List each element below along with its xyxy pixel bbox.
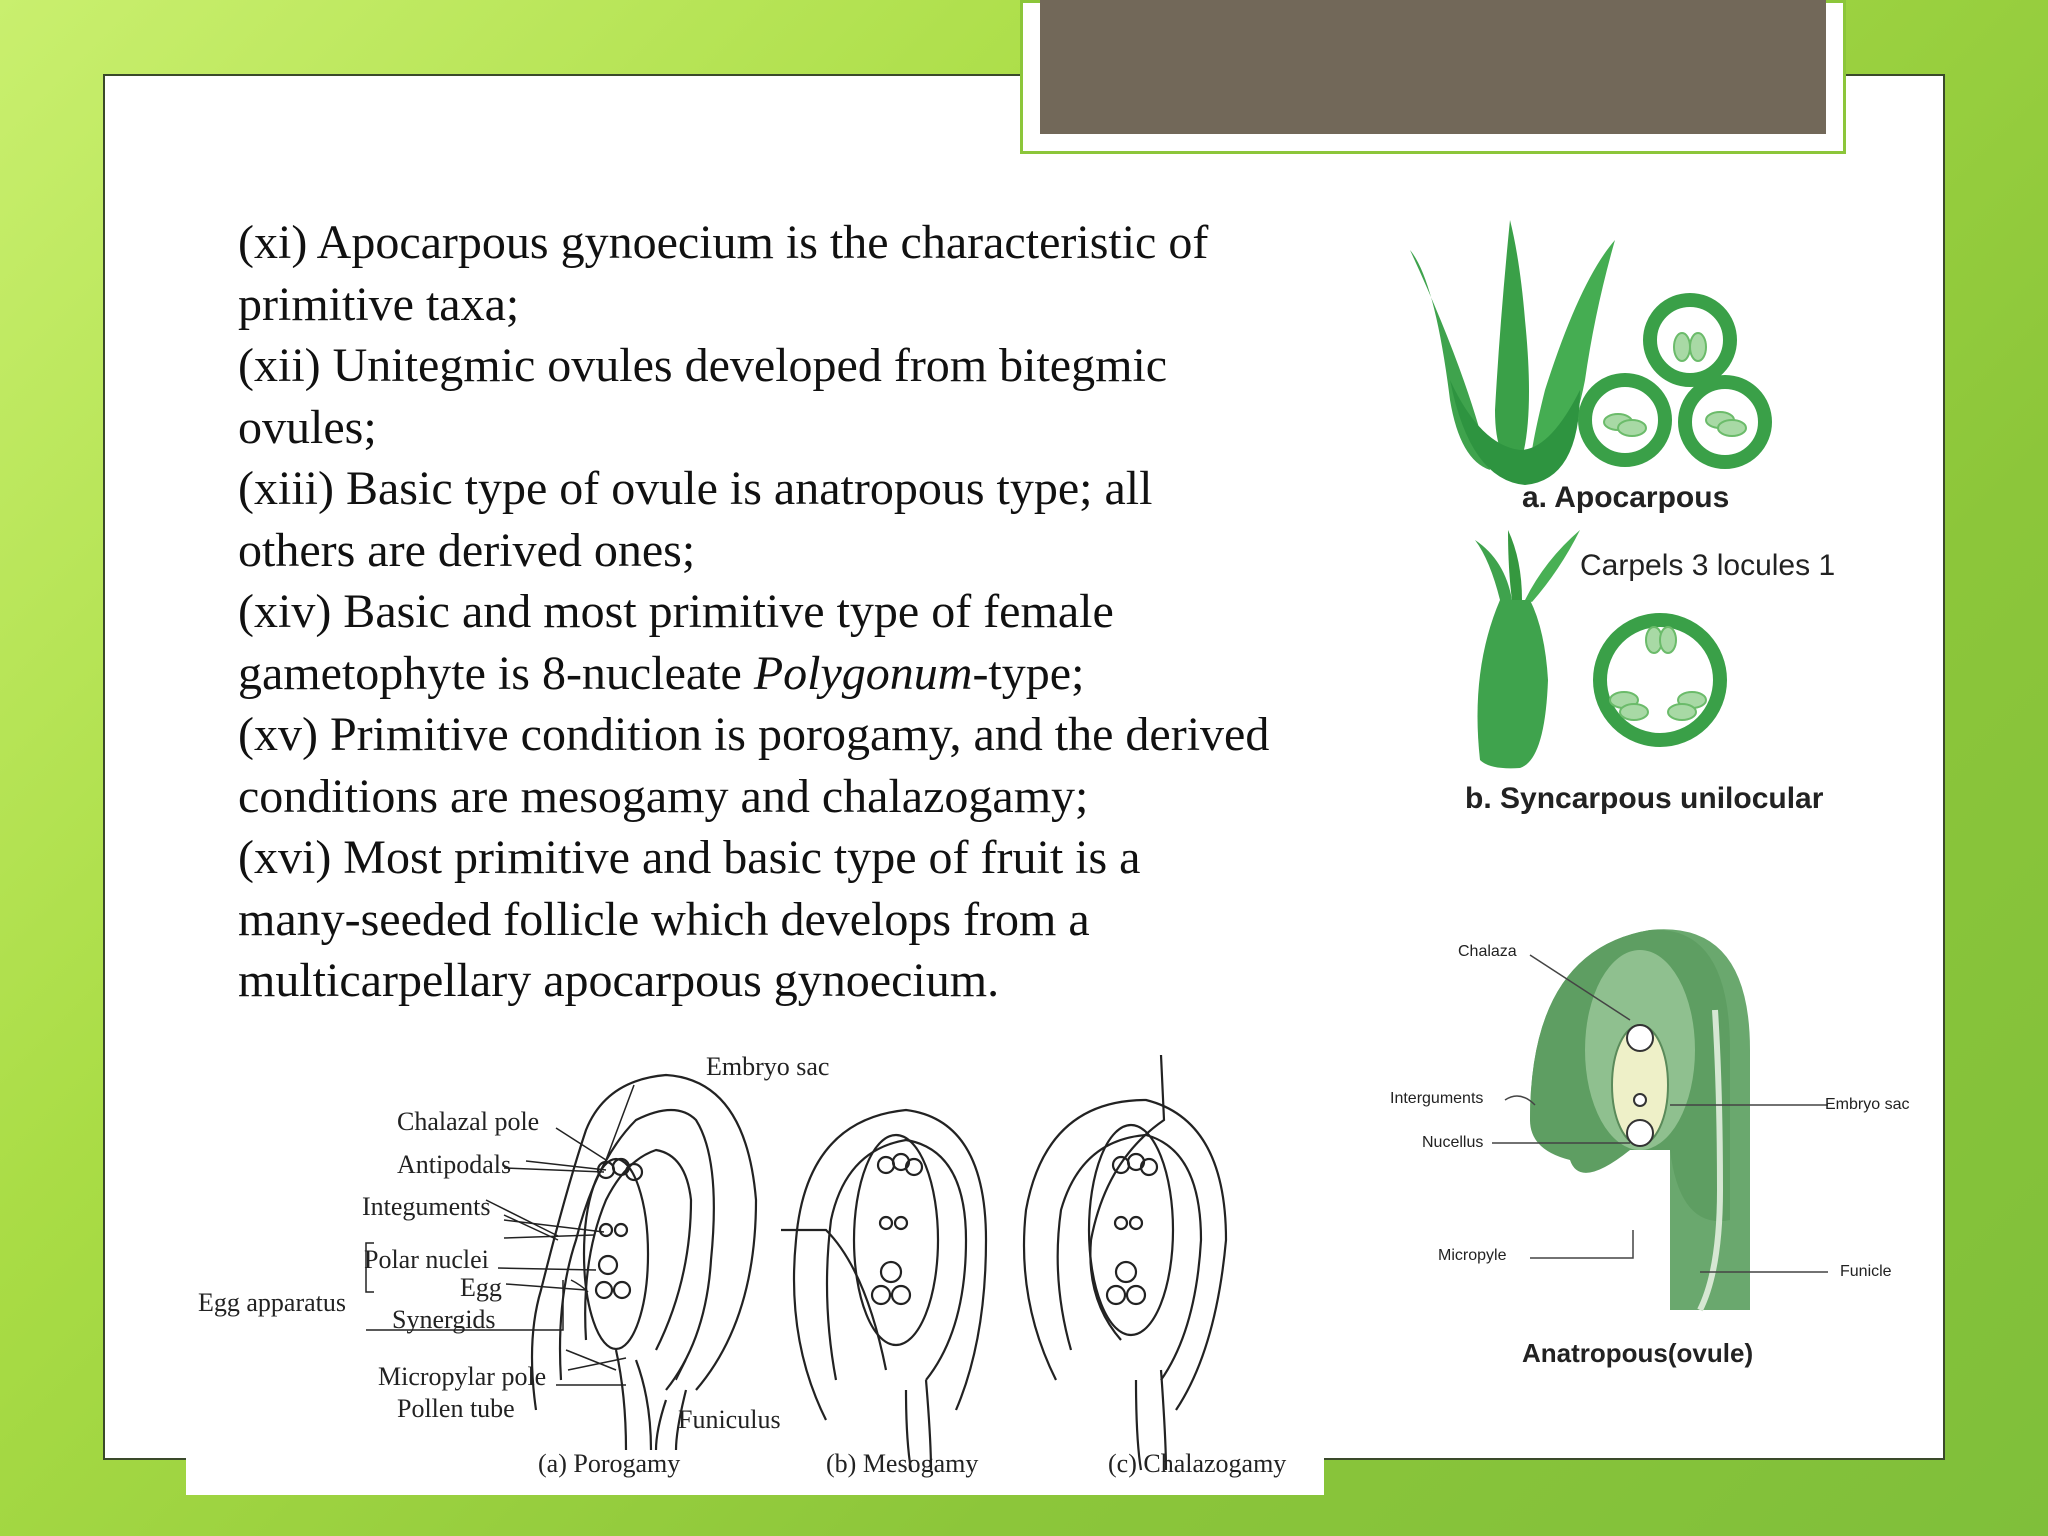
- label-funicle: Funicle: [1840, 1263, 1892, 1280]
- caption-chalazogamy: (c) Chalazogamy: [1108, 1449, 1287, 1478]
- line-xii-cont: ovules;: [238, 400, 377, 454]
- caption-mesogamy: (b) Mesogamy: [826, 1449, 979, 1478]
- label-polar-nuclei: Polar nuclei: [364, 1245, 489, 1274]
- label-funiculus: Funiculus: [678, 1405, 781, 1434]
- line-xiv-cont: [238, 643, 1358, 705]
- gynoecium-figure: [1380, 200, 1880, 840]
- label-embryo-sac: Embryo sac: [1825, 1096, 1910, 1113]
- label-nucellus: Nucellus: [1422, 1134, 1484, 1151]
- egg-apparatus: [1627, 1120, 1653, 1146]
- label-antipodals: Antipodals: [397, 1150, 512, 1179]
- label-micropylar-pole: Micropylar pole: [378, 1362, 547, 1391]
- line-xiv: (xiv) Basic and most primitive type of female: [238, 585, 1114, 638]
- syncarpous-label: b. Syncarpous unilocular: [1465, 782, 1824, 815]
- line-xvi: (xvi) Most primitive and basic type of fruit is a: [238, 831, 1141, 884]
- caption-porogamy: (a) Porogamy: [538, 1449, 681, 1478]
- label-embryo-sac: Embryo sac: [706, 1052, 830, 1081]
- polar-nuclei: [1634, 1094, 1646, 1106]
- line-xi-cont: primitive taxa;: [238, 277, 520, 331]
- label-pollen-tube: Pollen tube: [397, 1394, 515, 1423]
- label-integuments: Integuments: [362, 1192, 491, 1221]
- line-xiv-cont-b: -type;: [972, 646, 1085, 700]
- anatropous-figure: [1380, 890, 1940, 1380]
- title-placeholder: [1040, 0, 1826, 134]
- line-xi: (xi) Apocarpous gynoecium is the characteristic of: [238, 216, 1209, 269]
- label-egg-apparatus: Egg apparatus: [198, 1288, 347, 1317]
- line-xii: (xii) Unitegmic ovules developed from bitegmic: [238, 339, 1168, 392]
- anatropous-title: Anatropous(ovule): [1522, 1338, 1754, 1368]
- carpels-locules-label: Carpels 3 locules 1: [1580, 549, 1836, 582]
- line-xiii: (xiii) Basic type of ovule is anatropous type; all: [238, 462, 1153, 515]
- label-integuments: Interguments: [1390, 1090, 1484, 1107]
- polygonum-italic: Polygonum: [753, 646, 973, 700]
- line-xvi-cont: many-seeded follicle which develops from a: [238, 892, 1090, 946]
- fertilization-figure: [186, 1040, 1324, 1495]
- label-egg: Egg: [460, 1273, 502, 1302]
- line-xiii-cont: others are derived ones;: [238, 523, 696, 577]
- line-xv-cont: conditions are mesogamy and chalazogamy;: [238, 769, 1089, 823]
- line-xiv-cont-a: gametophyte is 8-nucleate: [238, 646, 754, 700]
- apocarpous-label: a. Apocarpous: [1522, 481, 1730, 514]
- label-chalazal-pole: Chalazal pole: [397, 1107, 540, 1136]
- line-xv: (xv) Primitive condition is porogamy, and the derived: [238, 708, 1270, 761]
- label-chalaza: Chalaza: [1458, 943, 1517, 960]
- bullet-text: [238, 212, 1358, 1012]
- label-synergids: Synergids: [392, 1305, 496, 1334]
- label-micropyle: Micropyle: [1438, 1247, 1507, 1264]
- line-xvi-cont2: multicarpellary apocarpous gynoecium.: [238, 954, 1000, 1007]
- antipodal-cells: [1627, 1025, 1653, 1051]
